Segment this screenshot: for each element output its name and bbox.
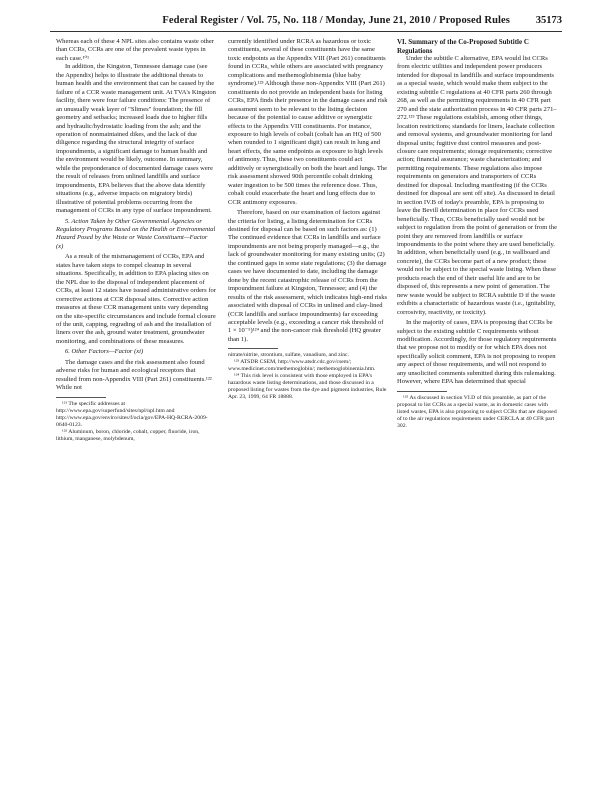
footnote: nitrate/nitrite, strontium, sulfate, vanadium, and zinc.	[228, 352, 349, 359]
column-3	[397, 38, 557, 430]
section-heading: VI. Summary of the Co-Proposed Subtitle C Regulations	[397, 38, 529, 55]
page-number: 35173	[535, 15, 562, 26]
footnote: ¹²¹ The specific addresses at http://www.epa.gov/superfund/sites/npl/npl.htm and http://www.epa.gov/enviro/sites/f/ocla/gov/EPA-HQ-RCRA-2009-0640-0123.	[56, 400, 208, 428]
footnote-rule	[228, 348, 278, 349]
footnote: ¹²⁴ This risk level is consistent with those employed in EPA's hazardous waste listing determinations, and those discussed in a proposed listing for wastes from the dye and pigment industries, Rule Apr. 23, 1999, 64 FR 18888.	[228, 373, 387, 401]
subheading: 6. Other Factors—Factor (xi)	[65, 348, 144, 356]
paragraph: Therefore, based on our examination of factors against the criteria for listing, a listing determination for CCRs destined for disposal can be based on such factors as: (1) The continued evidence that CCRs in landfills and surface impoundments are not being properly managed—e.g., the lack of groundwater monitoring for many existing units; (2) the continued gaps in some state regulations; (3) the damage cases we have documented to date, including the damage done by the recent catastrophic release of CCRs from the impoundment failure at Kingston, Tennessee; and (4) the results of the risk assessment, which indicates high-end risks associated with disposal of CCRs in unlined and clay-lined (CCR landfills and surface impoundments) far exceeding acceptable levels (e.g., exceeding a cancer risk threshold of 1 × 10⁻⁵)¹²⁴ and the non-cancer risk threshold (HQ greater than 1).	[228, 209, 388, 343]
footnote: ¹²² Aluminum, boron, chloride, cobalt, copper, fluoride, iron, lithium, manganese, molybdenum,	[56, 428, 200, 442]
paragraph: In the majority of cases, EPA is proposing that CCRs be subject to the existing subtitle C requirements without modification. Accordingly, for those regulatory requirements that we propose not to modify or for which EPA does not specifically solicit comment, EPA is not proposing to reopen any aspect of those requirements, and will not respond to any unsolicited comments submitted during this rulemaking. However, where EPA has determined that special	[397, 319, 557, 386]
footnote: ¹²⁵ As discussed in section VI.D of this preamble, as part of the proposal to list CCRs as a special waste, as in domestic cases with listed wastes, EPA is also proposing to subject CCRs that are disposed of to the air regulations requirements under CERCLA at 40 CFR part 302.	[397, 394, 557, 429]
footnote-rule	[56, 397, 106, 398]
page-header	[50, 15, 562, 31]
subheading: 5. Action Taken by Other Governmental Agencies or Regulatory Programs Based on the Health or Environmental Hazard Posed by the Waste or Waste Constituent—Factor (x)	[56, 217, 216, 250]
paragraph: The damage cases and the risk assessment also found adverse risks for human and ecological receptors that resulted from non-Appendix VIII (Part 261) constituents.¹²² While not	[56, 358, 212, 392]
column-1	[56, 38, 216, 443]
paragraph: Under the subtitle C alternative, EPA would list CCRs from electric utilities and independent power producers intended for disposal in landfills and surface impoundments as a special waste, which would make them subject to the existing subtitle C regulations at 40 CFR parts 260 through 268, as well as the permitting requirements in 40 CFR part 270 and the state authorization process in 40 CFR parts 271–272.¹²⁵ These regulations establish, among other things, location restrictions; standards for liners, leachate collection and removal systems, and groundwater monitoring for land disposal units; fugitive dust control measures and post-closure care requirements; storage requirements; corrective action; financial assurance; waste characterization; and permitting requirements. These regulations also impose requirements on generators and transporters of CCRs destined for disposal. Including manifesting (if the CCRs destined for disposal are sent off site). As discussed in detail in section IV.B of today's preamble, EPA is proposing to leave the Bevill determination in place for CCRs used beneficially. Thus, CCRs beneficially used would not be subject to regulation from the point of generation or from the point they are removed from landfills or surface impoundments to the point where they are used beneficially. In addition, when beneficially used (e.g., in wallboard and concrete), the CCRs become part of a new product; these would not be subject to the special waste listing. When these products reach the end of their useful life and are to be disposed of, this represents a new point of generation. The new waste would be subject to RCRA subtitle D if the waste exhibits a characteristic of hazardous waste (i.e., ignitability, corrosivity, reactivity, or toxicity).	[397, 55, 557, 316]
footnote: ¹²³ ATSDR CSEM, http://www.atsdr.cdc.gov/csem/; www.medicinet.com/methemoglobin/; methemoglobinemia.htm.	[228, 359, 376, 373]
header-rule	[50, 31, 562, 32]
running-head: Federal Register / Vol. 75, No. 118 / Monday, June 21, 2010 / Proposed Rules	[162, 15, 510, 26]
paragraph: currently identified under RCRA as hazardous or toxic constituents, several of these constituents have the same toxic endpoints as the Appendix VIII (Part 261) constituents found in CCRs, while others are associated with pregnancy complications and methemoglobinemia (blue baby syndrome).¹²³ Although these non-Appendix VIII (Part 261) constituents do not provide an independent basis for listing CCRs, EPA finds their presence in the damage cases and risk assessment seem to be relevant to the listing decision because of the potential to cause additive or synergistic effects to the Appendix VIII constituents. For instance, exposure to high levels of cobalt (cobalt has an HQ of 500 when rounded to 1 significant digit) can result in lung and heart effects, the same endpoints as exposure to high levels of antimony. Thus, these two constituents could act additively or synergistically on both the heart and lungs. The risk assessment showed 90th percentile cobalt drinking water ingestion to be 500 times the reference dose. Thus, cobalt could exacerbate the heart and lung effects due to CCR antimony exposures.	[228, 38, 388, 206]
column-2	[228, 38, 388, 401]
paragraph: In addition, the Kingston, Tennessee damage case (see the Appendix) helps to illustrate the additional threats to human health and the environment that can be caused by the failure of a CCR waste management unit. At TVA's Kingston facility, there were four failure conditions: The presence of an unusually weak layer of "Slimes" foundation; the fill geometry and setbacks; increased loads due to higher fills and hydraulic/hydrostatic loading from the ash; and the operation of nonmaintained dikes, and the lack of due diligence regarding the structural integrity of surface impoundments, a significant damage to human health and the environment would be likely, outcome. In summary, while the preponderance of documented damage cases were the result of releases from unlined landfills and surface impoundments, EPA believes that the above data identify situations (e.g., adverse impacts on migratory birds) illustrative of potential problems occurring from the management of CCRs in any type of surface impoundment.	[56, 63, 216, 215]
paragraph: As a result of the mismanagement of CCRs, EPA and states have taken steps to compel cleanup in several situations. Specifically, in addition to EPA placing sites on the NPL due to the disposal of independent placement of CCRs, at least 12 states have issued administrative orders for corrective actions at CCR disposal sites. Corrective action measures at these CCR management units vary depending on the site-specific circumstances and include formal closure of the unit, capping, regrading of ash and the installation of liners over the ash, ground water treatment, groundwater monitoring, and combinations of these measures.	[56, 253, 217, 345]
footnote-rule	[397, 391, 447, 392]
paragraph: Whereas each of these 4 NPL sites also contains waste other than CCRs, CCRs are one of the prevalent waste types in each case.¹⁰¹	[56, 38, 214, 62]
